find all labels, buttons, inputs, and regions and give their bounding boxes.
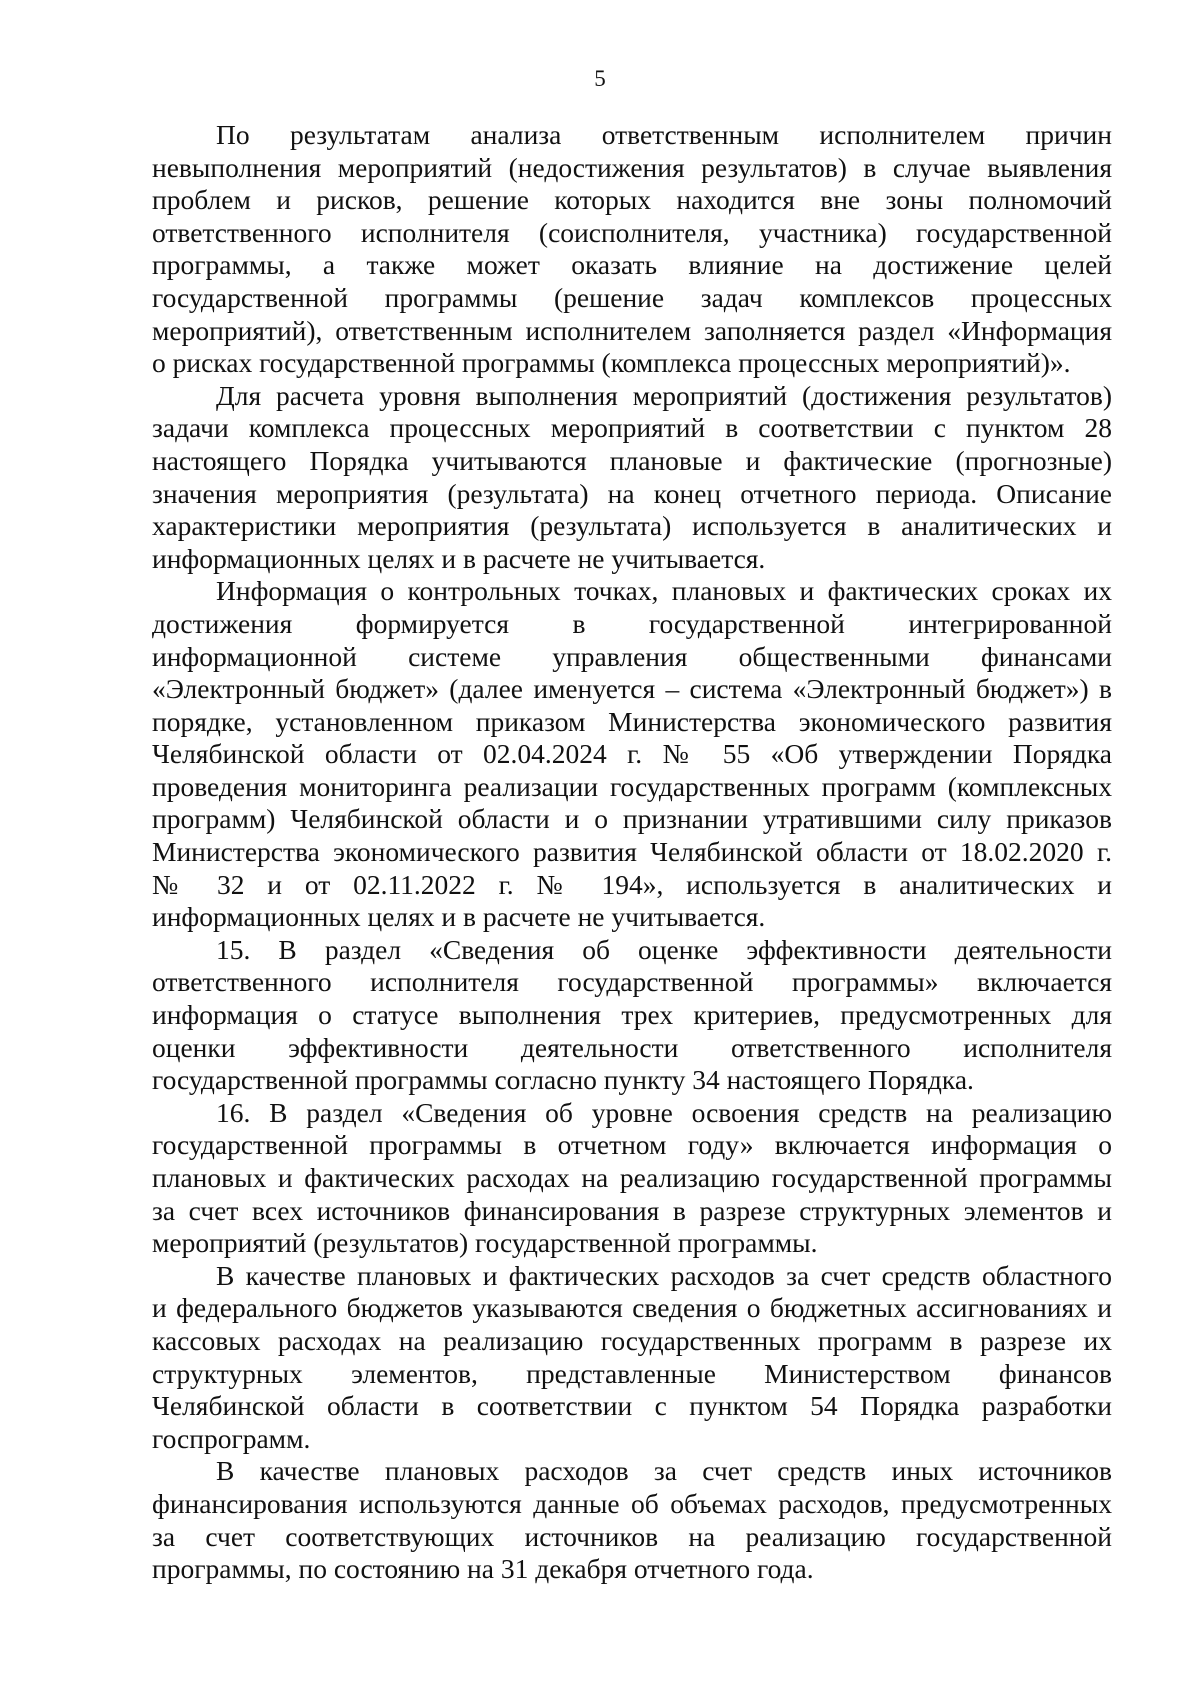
text-line: задачи комплекса процессных мероприятий в соответствии с пунктом 28 [152, 412, 1112, 444]
text-line: Челябинской области в соответствии с пунктом 54 Порядка разработки [152, 1390, 1112, 1422]
text-line: и федерального бюджетов указываются сведения о бюджетных ассигнованиях и [152, 1292, 1112, 1324]
paragraph [152, 1097, 1112, 1260]
text-line: Информация о контрольных точках, плановых и фактических сроках их [216, 575, 1112, 607]
text-line: № 32 и от 02.11.2022 г. № 194», используется в аналитических и [152, 868, 1112, 900]
text-line: значения мероприятия (результата) на конец отчетного периода. Описание [152, 477, 1112, 509]
text-line: ответственного исполнителя государственной программы» включается [152, 966, 1112, 998]
text-line: государственной программы (решение задач комплексов процессных [152, 281, 1112, 313]
text-line: программ) Челябинской области и о признании утратившими силу приказов [152, 803, 1112, 835]
text-line: госпрограмм. [152, 1422, 311, 1454]
text-line: информационных целях и в расчете не учитывается. [152, 542, 766, 574]
text-line: достижения формируется в государственной интегрированной [152, 607, 1112, 639]
text-line: невыполнения мероприятий (недостижения результатов) в случае выявления [152, 151, 1112, 183]
paragraph [152, 575, 1112, 934]
text-line: информационной системе управления общественными финансами [152, 640, 1112, 672]
text-line: о рисках государственной программы (комплекса процессных мероприятий)». [152, 347, 1071, 379]
text-line: оценки эффективности деятельности ответственного исполнителя [152, 1031, 1112, 1063]
text-line: настоящего Порядка учитываются плановые и фактические (прогнозные) [152, 444, 1112, 476]
paragraph [152, 1260, 1112, 1456]
document-body [152, 119, 1112, 1586]
text-line: ответственного исполнителя (соисполнителя, участника) государственной [152, 216, 1112, 248]
text-line: характеристики мероприятия (результата) используется в аналитических и [152, 510, 1112, 542]
paragraph [152, 934, 1112, 1097]
paragraph [152, 119, 1112, 380]
text-line: программы, по состоянию на 31 декабря отчетного года. [152, 1553, 814, 1585]
text-line: структурных элементов, представленные Министерством финансов [152, 1357, 1112, 1389]
text-line: Для расчета уровня выполнения мероприятий (достижения результатов) [216, 379, 1112, 411]
text-line: Челябинской области от 02.04.2024 г. № 55 «Об утверждении Порядка [152, 738, 1112, 770]
text-line: финансирования используются данные об объемах расходов, предусмотренных [152, 1487, 1112, 1519]
text-line: программы, а также может оказать влияние на достижение целей [152, 249, 1112, 281]
page-number: 5 [594, 66, 606, 91]
paragraph [152, 1455, 1112, 1585]
text-line: государственной программы согласно пункту 34 настоящего Порядка. [152, 1064, 974, 1096]
text-line: информация о статусе выполнения трех критериев, предусмотренных для [152, 999, 1112, 1031]
text-line: По результатам анализа ответственным исполнителем причин [216, 119, 1112, 150]
paragraph [152, 380, 1112, 576]
text-line: плановых и фактических расходах на реализацию государственной программы [152, 1162, 1112, 1193]
text-line: 15. В раздел «Сведения об оценке эффективности деятельности [216, 933, 1112, 965]
text-line: порядке, установленном приказом Министерства экономического развития [152, 705, 1112, 737]
text-line: кассовых расходах на реализацию государственных программ в разрезе их [152, 1324, 1112, 1356]
text-line: В качестве плановых расходов за счет средств иных источников [216, 1455, 1112, 1487]
text-line: «Электронный бюджет» (далее именуется – система «Электронный бюджет») в [152, 673, 1112, 705]
text-line: проведения мониторинга реализации государственных программ (комплексных [152, 770, 1112, 802]
text-line: проблем и рисков, решение которых находится вне зоны полномочий [152, 184, 1112, 216]
text-line: информационных целях и в расчете не учитывается. [152, 901, 766, 933]
text-line: за счет соответствующих источников на реализацию государственной [152, 1520, 1112, 1552]
text-line: за счет всех источников финансирования в разрезе структурных элементов и [152, 1194, 1112, 1226]
text-line: Министерства экономического развития Челябинской области от 18.02.2020 г. [152, 836, 1112, 868]
text-line: В качестве плановых и фактических расходов за счет средств областного [216, 1259, 1112, 1291]
text-line: государственной программы в отчетном году» включается информация о [152, 1129, 1112, 1161]
text-line: мероприятий (результатов) государственной программы. [152, 1227, 818, 1259]
text-line: 16. В раздел «Сведения об уровне освоения средств на реализацию [216, 1096, 1112, 1128]
text-line: мероприятий), ответственным исполнителем заполняется раздел «Информация [152, 314, 1112, 346]
